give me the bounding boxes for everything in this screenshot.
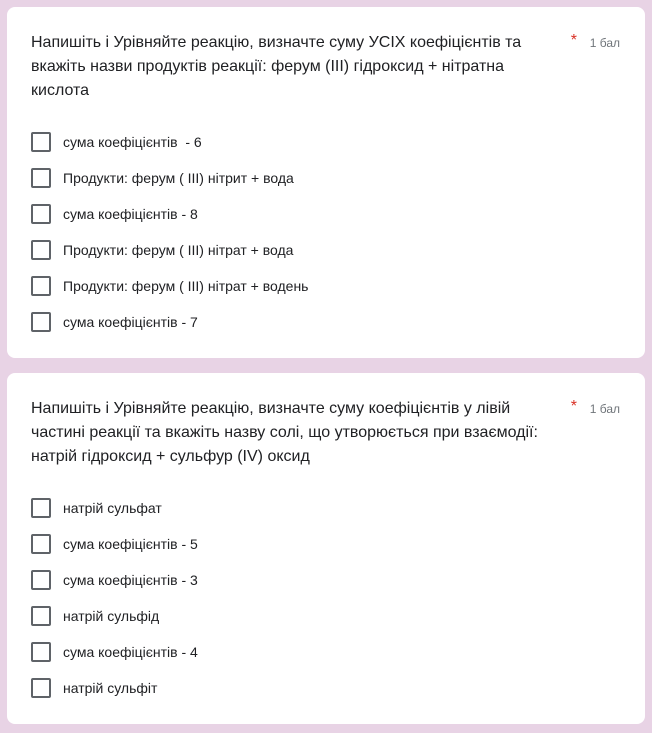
option-label: сума коефіцієнтів - 4 [63, 644, 198, 660]
checkbox[interactable] [31, 168, 51, 188]
checkbox-option[interactable] [31, 124, 308, 160]
option-label: сума коефіцієнтів - 7 [63, 314, 198, 330]
checkbox-option[interactable] [31, 634, 198, 670]
checkbox-option[interactable] [31, 670, 198, 706]
points-label: 1 бал [589, 36, 620, 50]
checkbox[interactable] [31, 678, 51, 698]
checkbox-option[interactable] [31, 526, 198, 562]
checkbox[interactable] [31, 204, 51, 224]
checkbox-option[interactable] [31, 196, 308, 232]
checkbox[interactable] [31, 312, 51, 332]
question-card-1 [7, 7, 645, 358]
points-label: 1 бал [589, 402, 620, 416]
checkbox[interactable] [31, 534, 51, 554]
option-label: натрій сульфід [63, 608, 160, 624]
options-list [31, 124, 308, 340]
checkbox-option[interactable] [31, 232, 308, 268]
option-label: сума коефіцієнтів - 3 [63, 572, 198, 588]
checkbox[interactable] [31, 570, 51, 590]
question-title: Напишіть і Урівняйте реакцію, визначте суму коефіцієнтів у лівій частині реакції та вкажіть назву солі, що утворюється при взаємодії: натрій гідроксид + сульфур (IV) оксид [31, 400, 538, 465]
option-label: сума коефіцієнтів - 8 [63, 206, 198, 222]
checkbox-option[interactable] [31, 490, 198, 526]
checkbox-option[interactable] [31, 268, 308, 304]
checkbox-option[interactable] [31, 562, 198, 598]
required-asterisk: * [570, 398, 577, 415]
option-label: Продукти: ферум ( ІІІ) нітрит + вода [63, 170, 294, 186]
checkbox[interactable] [31, 240, 51, 260]
option-label: Продукти: ферум ( ІІІ) нітрат + вода [63, 242, 294, 258]
checkbox[interactable] [31, 606, 51, 626]
option-label: натрій сульфіт [63, 680, 158, 696]
checkbox-option[interactable] [31, 160, 308, 196]
option-label: сума коефіцієнтів - 5 [63, 536, 198, 552]
required-asterisk: * [570, 32, 577, 49]
checkbox[interactable] [31, 498, 51, 518]
option-label: Продукти: ферум ( ІІІ) нітрат + водень [63, 278, 309, 294]
options-list [31, 490, 198, 706]
checkbox[interactable] [31, 276, 51, 296]
question-card-2 [7, 373, 645, 724]
checkbox[interactable] [31, 642, 51, 662]
option-label: натрій сульфат [63, 500, 162, 516]
option-label: сума коефіцієнтів - 6 [63, 134, 202, 150]
checkbox-option[interactable] [31, 304, 308, 340]
question-title: Напишіть і Урівняйте реакцію, визначте суму УСІХ коефіцієнтів та вкажіть назви продуктів реакції: ферум (ІІІ) гідроксид + нітратна кислота [31, 34, 522, 99]
checkbox-option[interactable] [31, 598, 198, 634]
checkbox[interactable] [31, 132, 51, 152]
